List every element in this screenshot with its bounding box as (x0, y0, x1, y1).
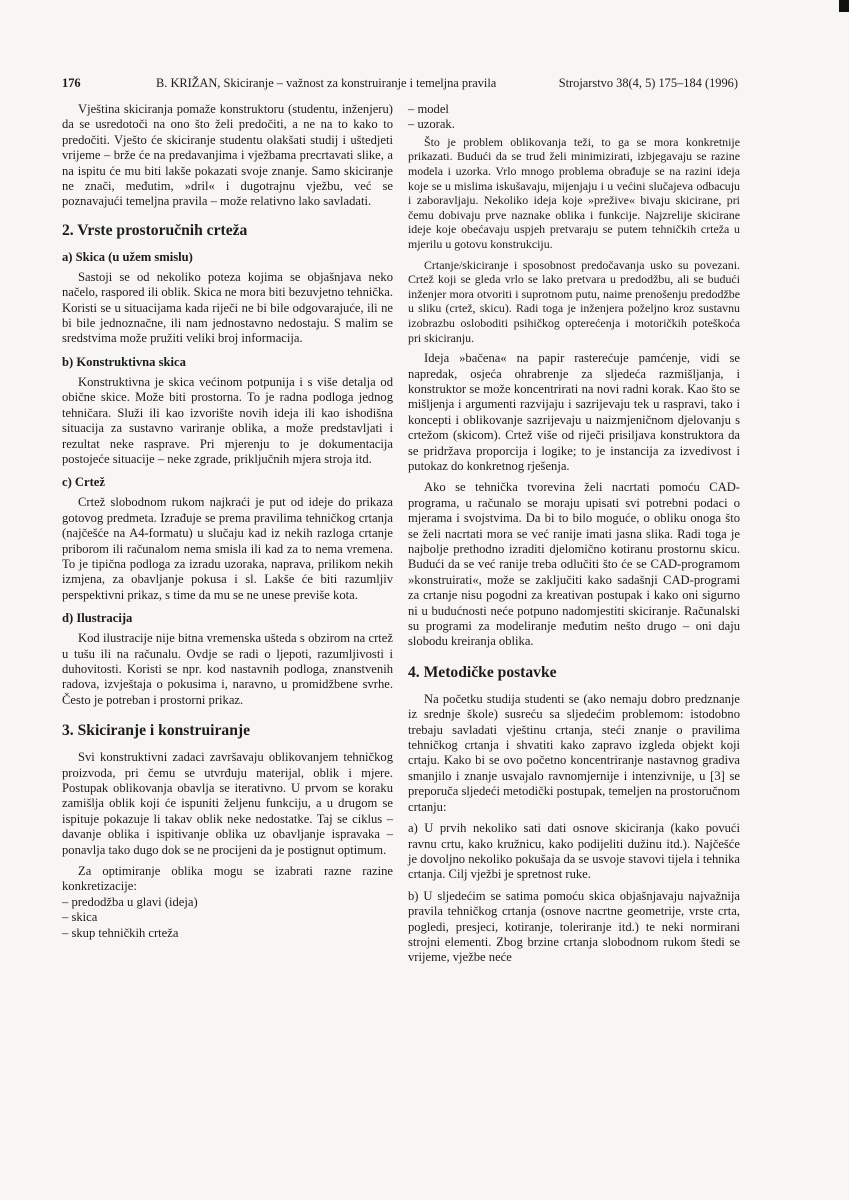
running-header (62, 76, 738, 92)
right-paragraph-4: Ako se tehnička tvorevina želi nacrtati pomoću CAD-programa, u računalo se moraju upisati svi potrebni podaci o mjerama i svojstvima. Da bi to bilo moguće, o obliku onoga što se želi nacrtati mora se već ranije imati jasna slika. Radi toga je najbolje prethodno izraditi djelomično kotiranu prostornu skicu. Budući da se već ranije treba odlučiti što će se CAD-programom »konstruirati«, može se zaključiti kako sadašnji CAD-programi za crtanje nisu pogodni za kreativan postupak i kako oni sigurno ni u budućnosti neće potpuno nadomjestiti skiciranje. Računalski su programi za modeliranje međutim nešto drugo – oni daju slobodu kreiranja oblika. (408, 480, 740, 649)
subsection-d-text: Kod ilustracije nije bitna vremenska ušteda s obzirom na crtež u tušu ili na računalu. Ovdje se radi o ljepoti, razumljivosti i duhovitosti. Koristi se npr. kod nastavnih podloga, znanstvenih radova, izvještaja o pokusima i, naravno, u promidžbene svrhe. Često je potreban i prostorni prikaz. (62, 631, 393, 707)
subsection-a-heading: a) Skica (u užem smislu) (62, 249, 193, 264)
page-number: 176 (62, 76, 81, 90)
list-item: – uzorak. (408, 117, 455, 132)
list-item: – model (408, 102, 449, 116)
method-item-b: b) U sljedećim se satima pomoću skica objašnjavaju najvažnija pravila tehničkog crtanja (osnove nacrtne geometrije, vrste crta, pogledi, presjeci, kotiranje, toleriranje itd.) te neki normirani strojni elementi. Zbog brzine crtanja slobodnom rukom štedi se vrijeme, vježbe neće (408, 888, 740, 965)
concretization-list (62, 895, 393, 941)
right-column (408, 102, 740, 972)
journal-citation: Strojarstvo 38(4, 5) 175–184 (1996) (558, 76, 738, 90)
section-2-heading: 2. Vrste prostoručnih crteža (62, 221, 248, 239)
section-3-heading: 3. Skiciranje i konstruiranje (62, 722, 250, 740)
intro-paragraph: Vještina skiciranja pomaže konstruktoru (studentu, inženjeru) da se usredotoči na ono što želi predočiti, a ne na to kako to predočiti. Vješto će skiciranje studentu olakšati studij i uštedjeti vrijeme – brže će na predavanjima i vježbama precrtavati slike, a na ispitu će mu biti lakše pokazati svoje znanje. Samo skiciranje ne znači, međutim, »dril« i dugotrajnu vježbu, već se poznavajući temeljna pravila – može relativno lako savladati. (62, 102, 393, 209)
left-column (62, 102, 393, 947)
method-item-a: a) U prvih nekoliko sati dati osnove skiciranja (kako povući ravnu crtu, kako kružnicu, kako podijeliti dužinu itd.). Najčešće je dovoljno nekoliko pokušaja da se usvoje stavovi tijela i tehnika crtanja. Cilj vježbi je spretnost ruke. (408, 821, 740, 882)
subsection-c-text: Crtež slobodnom rukom najkraći je put od ideje do prikaza gotovog predmeta. Izrađuje se prema pravilima tehničkog crtanja (najčešće na A4-formatu) u slučaju kad iz nekih razloga crtanje priborom ili računalom nema smisla ili kad za to nema vremena. To je tipična podloga za izradu uzoraka, naprava, prilikom nekih izmjena, za obavljanje pokusa i sl. Lakše će biti razumljiv perspektivni prikaz, s time da mu se ne unese previše kota. (62, 495, 393, 602)
subsection-a-text: Sastoji se od nekoliko poteza kojima se objašnjava neko načelo, raspored ili oblik. Skica ne mora biti bezuvjetno tehnička. Koristi se u situacijama kada riječi ne bi bile odgovarajuće, ili ne bi bile jednoznačne, ili nam jednostavno nedostaju. S malim se sredstvima može pružiti veliki broj informacija. (62, 269, 393, 346)
section-4-heading: 4. Metodičke postavke (408, 663, 557, 681)
right-paragraph-2: Crtanje/skiciranje i sposobnost predočavanja usko su povezani. Crtež koji se gleda vrlo se lako pretvara u predodžbu, ali se budući inženjer mora otvoriti i suprotnom putu, naime prenošenju predodžbe u sliku (crtež, skicu). Radi toga je inženjera poželjno kroz sustavnu izobrazbu osloboditi psihičkog opterećenja i motoričkih poteškoća pri skiciranju. (408, 257, 740, 345)
scan-corner-mark (839, 0, 849, 12)
author-title: B. KRIŽAN, Skiciranje – važnost za konstruiranje i temeljna pravila (156, 76, 497, 90)
list-item: – skica (62, 910, 98, 925)
subsection-b-text: Konstruktivna je skica većinom potpunija i s više detalja od obične skice. Može biti prostorna. To je radna podloga jednog tehničara. Služi ili kao izvorište novih ideja ili kao ishodišna situacija za sustavno variranje oblika, a može predstavljati i rezultat neke rasprave. Pri mjerenju to je dokumentacija postojeće situacije – neke zgrade, priključnih mjera stroja itd. (62, 374, 393, 466)
concretization-list-continued (408, 102, 740, 133)
right-paragraph-1: Što je problem oblikovanja teži, to ga se mora konkretnije prikazati. Budući da se trud želi minimizirati, izbjegavaju se razine modela i uzorka. Vrlo mnogo problema obrađuje se na razini ideja koje se u mislima iskušavaju, mijenjaju i u većini slučajeva odbacuju i zaboravljaju. Nekoliko ideja koje »prežive« bivaju skicirane, pri čemu dobivaju prve naznake oblika i funkcije. Najzrelije skicirane ideje koje obećavaju uspjeh pretvaraju se putem tehničkih crteža u mjerilu u gotovu konstrukciju. (408, 134, 740, 251)
right-paragraph-5: Na početku studija studenti se (ako nemaju dobro predznanje iz srednje škole) susreću sa sljedećim problemom: istodobno trebaju savladati vještinu crtanja, steći znanje o pravilima tehničkog crtanja i shvatiti kako zapravo izgleda objekt koji crtaju. Kako bi se ovo početno koncentriranje nastavnog gradiva smanjilo i znanje usvajalo ravnomjernije i intenzivnije, u [3] se preporuča sljedeći metodički postupak, temeljen na prostoručnom crtanju: (408, 691, 740, 814)
section-3-paragraph-1: Svi konstruktivni zadaci završavaju oblikovanjem tehničkog proizvoda, pri čemu se utvrđuju materijal, oblik i mjere. Postupak oblikovanja obavlja se iterativno. U prvom se koraku zamišlja oblik koji će ispuniti željenu funkciju, a u drugom se ispituje pokazuje li takav oblik neke nedostatke. Taj se ciklus – davanje oblika i ispitivanje oblika uz obavljanje ispravaka – ponavlja tako dugo dok se ne procijeni da je postignut optimum. (62, 750, 393, 857)
list-item: – predodžba u glavi (ideja) (62, 894, 198, 909)
subsection-b-heading: b) Konstruktivna skica (62, 354, 186, 369)
subsection-d-heading: d) Ilustracija (62, 611, 133, 626)
right-paragraph-3: Ideja »bačena« na papir rasterećuje pamćenje, vidi se napredak, osjeća ohrabrenje za sljedeća razmišljanja, i konstruktor se može koncentrirati na novi radni korak. Kao što se mišljenja i argumenti razvijaju i sazrijevaju tek u raspravi, tako i koncepti i oblikovanje sazrijevaju u naizmjeničnom djelovanju s crtežom (skicom). Crtež više od riječi prisiljava konstruktora da se pridržava proporcija i logike; to je instancija za izvedivost i putokaz do konkretnog rješenja. (408, 351, 740, 473)
list-item: – skup tehničkih crteža (62, 925, 179, 940)
subsection-c-heading: c) Crtež (62, 475, 105, 490)
section-3-paragraph-2: Za optimiranje oblika mogu se izabrati razne razine konkretizacije: (62, 864, 393, 894)
